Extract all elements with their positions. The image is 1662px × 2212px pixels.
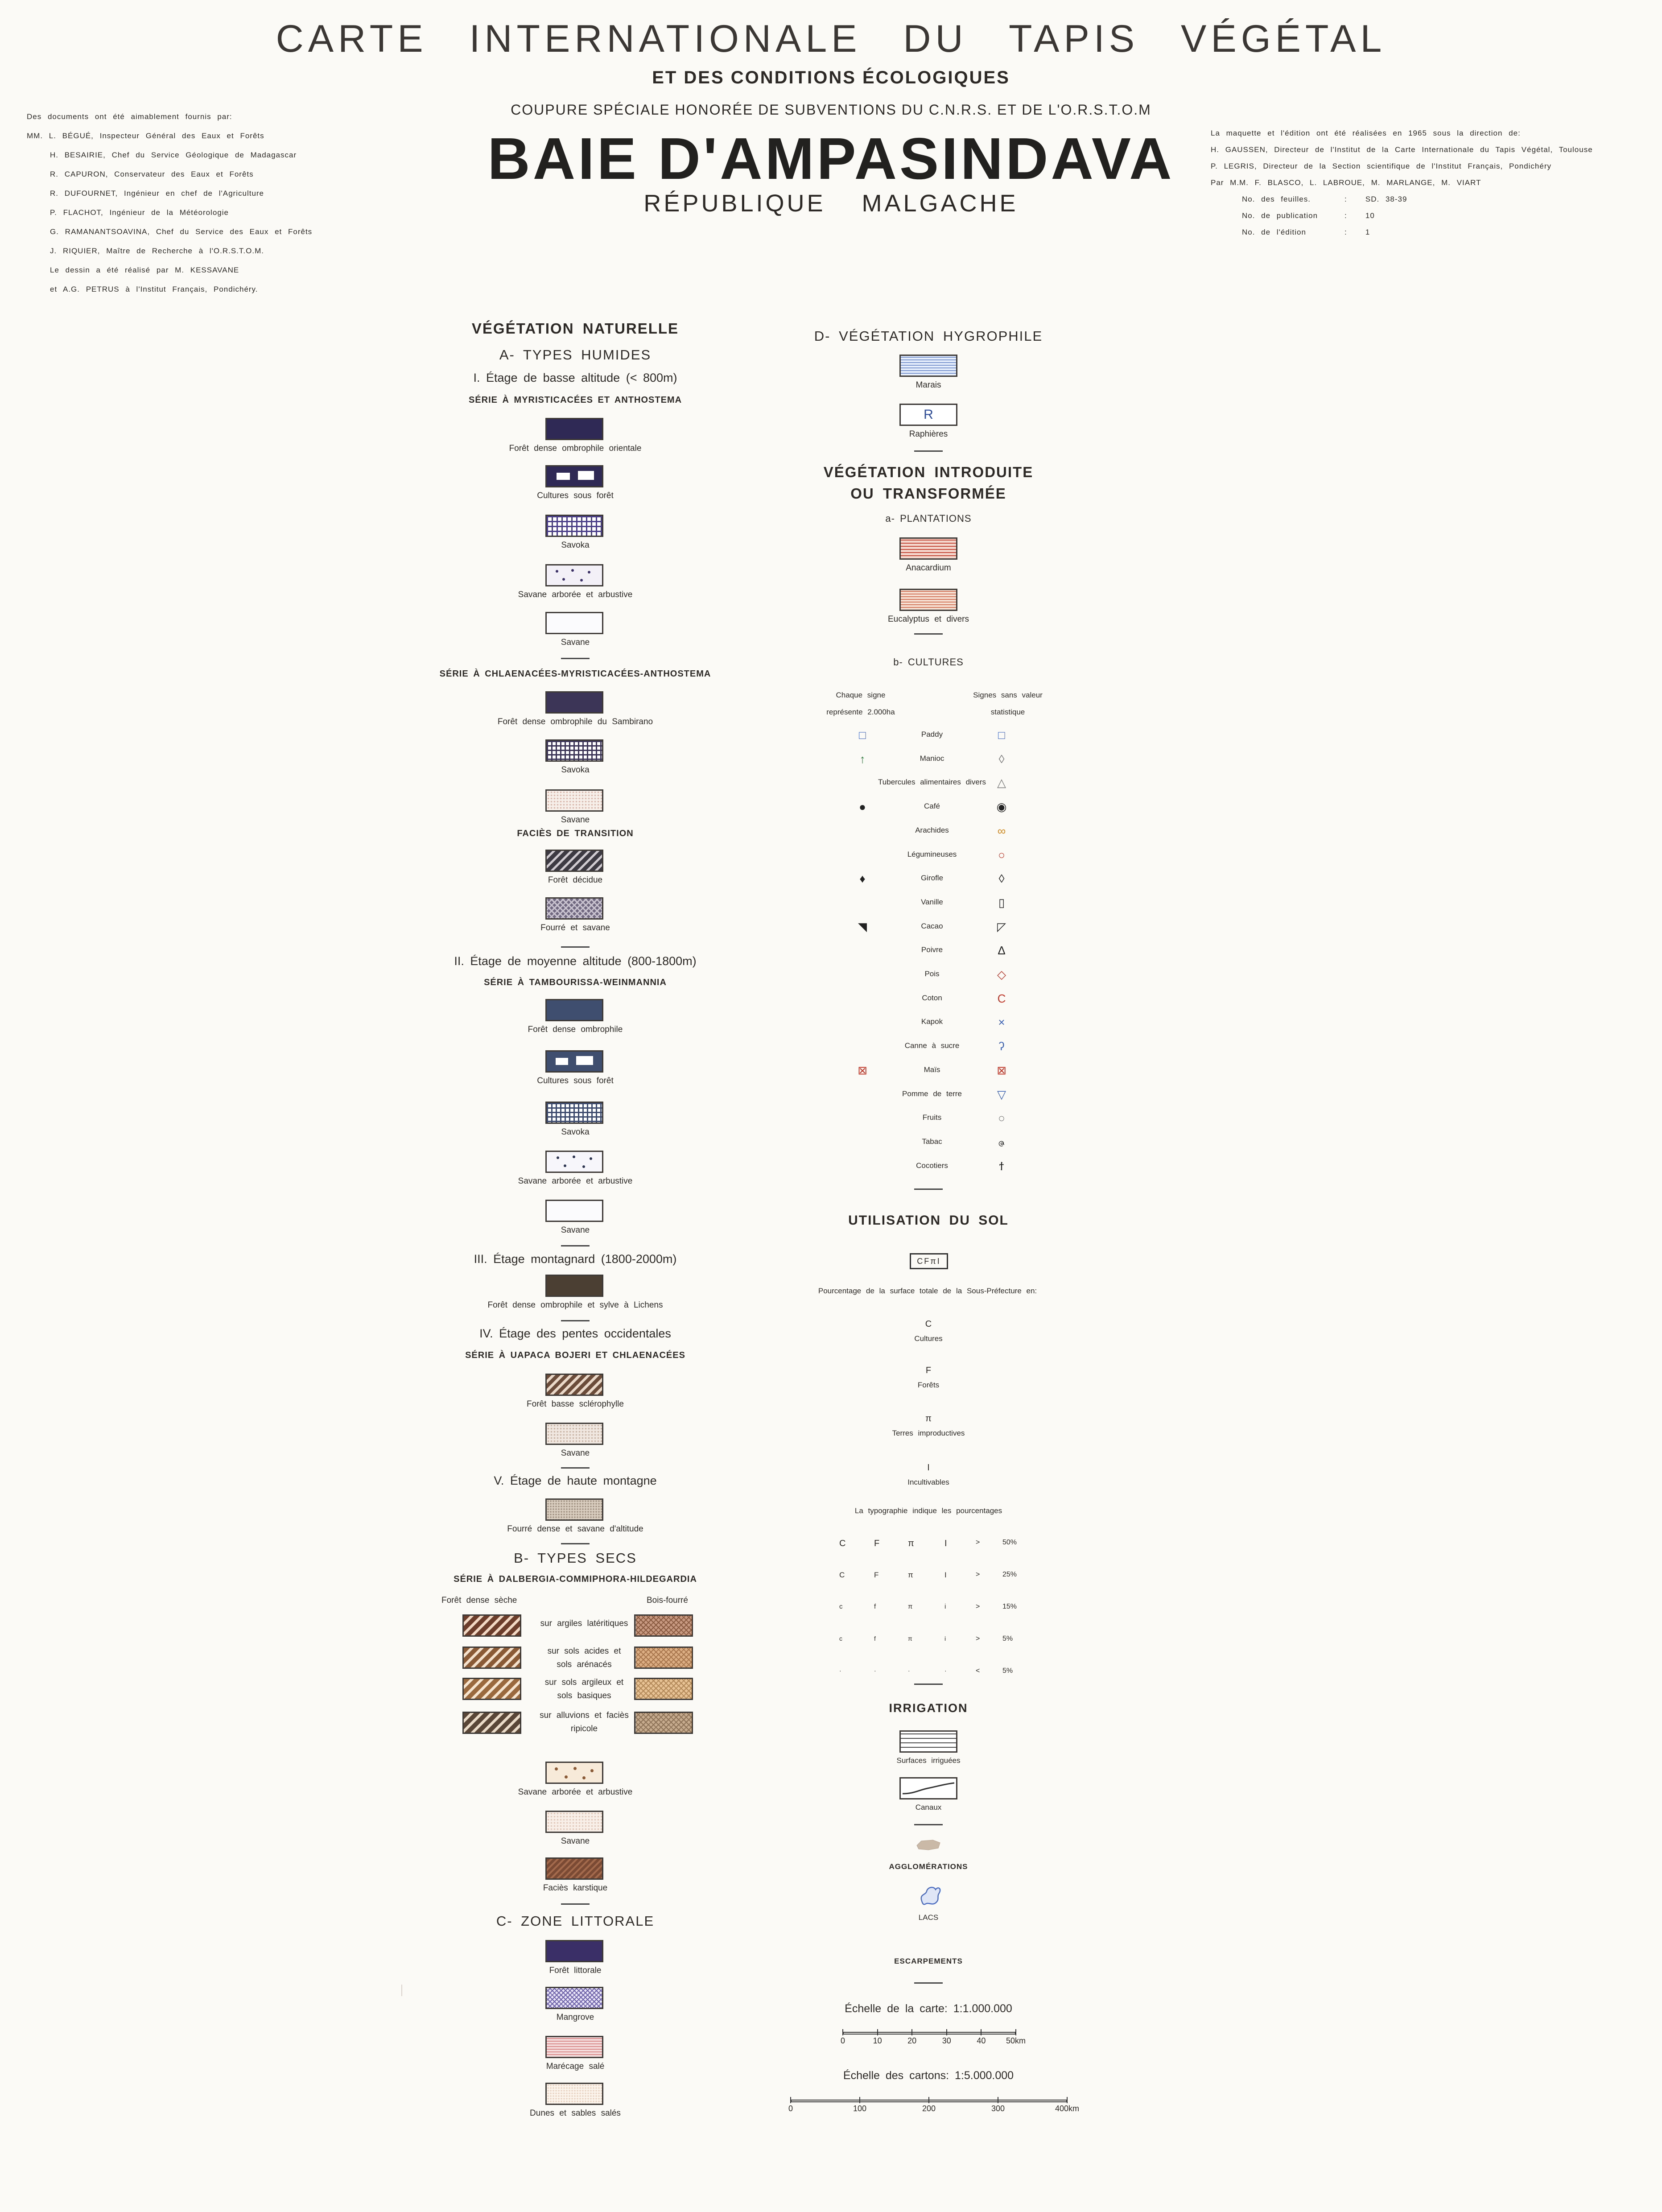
typography-description: La typographie indique les pourcentages	[854, 1506, 1002, 1515]
swatch	[545, 1423, 603, 1445]
scale-tick-label: 200	[922, 2104, 936, 2113]
swatch-label: Dunes et sables salés	[530, 2109, 621, 2118]
crop-name: Canne à sucre	[904, 1041, 960, 1050]
swatch-label: sur sols acides et sols arénacés	[547, 1647, 621, 1669]
swatch-label: sur sols argileux et sols basiques	[544, 1678, 624, 1700]
lake-icon	[918, 1884, 943, 1907]
crop-symbol-nonstatistical: ∞	[997, 824, 1006, 838]
crop-symbol-nonstatistical: ◉	[996, 800, 1007, 813]
credit-line: Le dessin a été réalisé par M. KESSAVANE	[50, 266, 239, 274]
divider	[561, 946, 590, 948]
altitude-level: V. Étage de haute montagne	[494, 1474, 657, 1487]
scale-tick-label: 40	[977, 2036, 986, 2045]
crop-symbol-statistical: ●	[859, 800, 866, 813]
crop-symbol-nonstatistical: Δ	[998, 944, 1006, 957]
land-use-label: Cultures	[914, 1334, 943, 1343]
typography-cell: C	[839, 1539, 846, 1548]
typography-cell: C	[839, 1571, 845, 1579]
swatch-label: Savane	[561, 1226, 590, 1235]
swatch	[462, 1678, 521, 1700]
crop-name: Légumineuses	[907, 850, 957, 858]
divider	[914, 1982, 943, 1984]
typography-cell: 5%	[1002, 1667, 1013, 1675]
scale-tick-label: 300	[991, 2104, 1005, 2113]
typography-cell: 25%	[1002, 1571, 1017, 1578]
crop-symbol-nonstatistical: ◸	[997, 920, 1006, 933]
typography-cell: 50%	[1002, 1539, 1017, 1546]
series-label: SÉRIE À MYRISTICACÉES ET ANTHOSTEMA	[468, 395, 682, 405]
swatch	[462, 1647, 521, 1669]
scale-tick	[1067, 2097, 1068, 2103]
crop-symbol-nonstatistical: ◊	[998, 872, 1005, 885]
divider	[561, 658, 590, 659]
swatch	[545, 1498, 603, 1521]
typography-cell: F	[874, 1539, 880, 1548]
crop-name: Pois	[924, 970, 940, 978]
typography-cell: π	[908, 1603, 913, 1610]
crop-symbol-nonstatistical: ◇	[997, 968, 1006, 981]
land-use-symbol: C	[925, 1319, 932, 1329]
credit-line: G. RAMANANTSOAVINA, Chef du Service des Eaux et Forêts	[50, 227, 313, 236]
crop-symbol-nonstatistical: △	[997, 776, 1006, 789]
swatch	[634, 1678, 693, 1700]
crop-name: Tubercules alimentaires divers	[878, 778, 986, 786]
crop-name: Maïs	[924, 1065, 940, 1074]
credit-line: R. CAPURON, Conservateur des Eaux et Forêts	[50, 170, 254, 178]
swatch-label: Surfaces irriguées	[896, 1756, 961, 1765]
scale-tick	[928, 2097, 929, 2103]
swatch	[545, 897, 603, 920]
series-label: FACIÈS DE TRANSITION	[517, 829, 634, 838]
credit-line: P. FLACHOT, Ingénieur de la Météorologie	[50, 208, 229, 217]
scale-tick-label: 50km	[1006, 2036, 1026, 2045]
typography-cell: π	[908, 1539, 914, 1548]
typography-cell: c	[839, 1603, 843, 1610]
crop-symbol-nonstatistical: ʔ	[998, 1040, 1005, 1053]
crop-name: Café	[924, 802, 940, 810]
swatch	[545, 2083, 603, 2105]
crop-name: Arachides	[915, 826, 949, 834]
divider	[561, 1543, 590, 1544]
crop-name: Cocotiers	[916, 1161, 948, 1170]
crop-symbol-statistical: ♦	[859, 872, 866, 885]
land-use-label: Incultivables	[907, 1478, 949, 1486]
scale-tick-label: 100	[853, 2104, 867, 2113]
section-title: D- VÉGÉTATION HYGROPHILE	[814, 328, 1043, 344]
swatch-label: Canaux	[915, 1803, 942, 1812]
scale-tick	[911, 2029, 912, 2035]
swatch	[899, 589, 957, 611]
swatch	[634, 1712, 693, 1734]
paper-mark	[401, 1985, 402, 1996]
section-subtitle: C- ZONE LITTORALE	[496, 1913, 655, 1929]
crop-symbol-nonstatistical: ▯	[998, 896, 1005, 909]
swatch-label: Savane	[561, 815, 590, 825]
lakes-label: LACS	[918, 1913, 939, 1922]
swatch	[545, 564, 603, 586]
crop-symbol-nonstatistical: ⊠	[997, 1064, 1006, 1077]
publication-info: No. des feuilles. : SD. 38-39 No. de publication : 10 No. de l'édition : 1	[1242, 195, 1407, 236]
scale-bar-line	[843, 2032, 1016, 2035]
swatch	[462, 1614, 521, 1637]
typography-cell: I	[944, 1539, 947, 1548]
land-use-symbol: π	[925, 1414, 932, 1424]
divider	[561, 1903, 590, 1905]
swatch	[899, 1777, 957, 1799]
swatch: R	[899, 404, 957, 426]
swatch-label: Savane arborée et arbustive	[518, 1176, 633, 1186]
series-label: SÉRIE À UAPACA BOJERI ET CHLAENACÉES	[465, 1350, 685, 1360]
scale-tick-label: 400km	[1055, 2104, 1080, 2113]
typography-cell: f	[874, 1603, 876, 1610]
swatch-label: Marais	[916, 380, 941, 390]
credit-line: P. LEGRIS, Directeur de la Section scientifique de l'Institut Français, Pondichéry	[1211, 162, 1552, 170]
credit-line: MM. L. BÉGUÉ, Inspecteur Général des Eaux et Forêts	[27, 132, 264, 140]
swatch-label: Fourré et savane	[540, 923, 610, 933]
map-scale-title: Échelle de la carte: 1:1.000.000	[845, 2002, 1012, 2015]
crop-name: Tabac	[922, 1137, 942, 1146]
typography-cell: >	[976, 1571, 980, 1578]
land-use-label: Terres improductives	[892, 1429, 965, 1437]
swatch	[545, 2036, 603, 2058]
crop-symbol-nonstatistical: ○	[998, 848, 1005, 862]
swatch	[545, 1050, 603, 1073]
series-label: SÉRIE À TAMBOURISSA-WEINMANNIA	[484, 978, 667, 987]
crop-col-header-right: Signes sans valeur statistique	[973, 691, 1043, 716]
swatch-label: Savane	[561, 1449, 590, 1458]
scale-tick	[859, 2097, 860, 2103]
land-use-symbol: I	[927, 1463, 930, 1473]
crop-symbol-nonstatistical: ▽	[997, 1088, 1006, 1101]
grant-note: COUPURE SPÉCIALE HONORÉE DE SUBVENTIONS DU C.N.R.S. ET DE L'O.R.S.T.O.M	[511, 102, 1151, 118]
country-name: RÉPUBLIQUE MALGACHE	[643, 190, 1019, 217]
swatch	[462, 1712, 521, 1734]
scale-tick	[946, 2029, 947, 2035]
scale-tick	[842, 2029, 843, 2035]
credit-line: J. RIQUIER, Maître de Recherche à l'O.R.S.T.O.M.	[50, 247, 264, 255]
swatch	[545, 1811, 603, 1833]
typography-cell: >	[976, 1635, 980, 1642]
credit-line: R. DUFOURNET, Ingénieur en chef de l'Agriculture	[50, 189, 264, 198]
scale-tick-label: 0	[840, 2036, 845, 2045]
crop-name: Paddy	[921, 730, 943, 739]
swatch-label: Marécage salé	[546, 2062, 605, 2071]
swatch-label: Savoka	[561, 1127, 590, 1137]
credit-line: et A.G. PETRUS à l'Institut Français, Pondichéry.	[50, 285, 258, 293]
crop-symbol-nonstatistical: C	[997, 992, 1006, 1005]
scale-tick	[1015, 2029, 1016, 2035]
crop-name: Kapok	[921, 1017, 943, 1026]
swatch-label: Forêt dense ombrophile orientale	[509, 444, 642, 453]
crop-name: Coton	[922, 994, 942, 1002]
credits-right	[1211, 125, 1639, 240]
swatch-label: sur alluvions et faciès ripicole	[540, 1711, 629, 1733]
swatch	[545, 1374, 603, 1396]
column-header: Bois-fourré	[647, 1596, 688, 1605]
credit-line: Par M.M. F. BLASCO, L. LABROUE, M. MARLANGE, M. VIART	[1211, 178, 1481, 187]
swatch-label: Forêt dense ombrophile et sylve à Lichens	[487, 1300, 663, 1310]
swatch-label: Cultures sous forêt	[537, 1076, 614, 1085]
section-title: UTILISATION DU SOL	[848, 1213, 1009, 1228]
swatch-label: Forêt dense ombrophile	[528, 1025, 623, 1034]
map-title: CARTE INTERNATIONALE DU TAPIS VÉGÉTAL	[276, 17, 1386, 60]
scale-tick-label: 0	[788, 2104, 793, 2113]
swatch	[545, 612, 603, 634]
section-title: OU TRANSFORMÉE	[850, 485, 1006, 502]
crop-symbol-nonstatistical: ○	[998, 1111, 1005, 1125]
divider	[914, 633, 943, 635]
scale-tick-label: 30	[942, 2036, 951, 2045]
swatch	[545, 1940, 603, 1962]
altitude-level: IV. Étage des pentes occidentales	[479, 1327, 671, 1340]
crop-name: Cacao	[921, 922, 943, 930]
swatch	[545, 999, 603, 1021]
crop-symbol-statistical: ⊠	[858, 1064, 867, 1077]
scale-tick	[981, 2029, 982, 2035]
typography-cell: f	[874, 1635, 876, 1642]
swatch	[545, 418, 603, 440]
swatch	[545, 850, 603, 872]
swatch-label: Savoka	[561, 541, 590, 550]
typography-cell: 5%	[1002, 1635, 1013, 1642]
typography-cell: <	[976, 1667, 980, 1675]
swatch-label: Faciès karstique	[543, 1883, 608, 1893]
series-label: SÉRIE À CHLAENACÉES-MYRISTICACÉES-ANTHOSTEMA	[439, 669, 711, 679]
swatch	[545, 515, 603, 537]
swatch	[545, 1857, 603, 1880]
typography-cell: π	[908, 1571, 913, 1579]
credit-line: H. GAUSSEN, Directeur de l'Institut de la Carte Internationale du Tapis Végétal, Toulouse	[1211, 145, 1593, 154]
divider	[914, 1684, 943, 1685]
swatch-label: Savoka	[561, 765, 590, 775]
typography-cell: >	[976, 1539, 980, 1546]
swatch-label: Mangrove	[556, 2013, 594, 2022]
scale-tick-label: 20	[907, 2036, 917, 2045]
credit-line: H. BESAIRIE, Chef du Service Géologique de Madagascar	[50, 151, 297, 159]
section-subtitle: A- TYPES HUMIDES	[499, 347, 652, 363]
swatch	[634, 1614, 693, 1637]
credits-left	[27, 107, 366, 299]
land-use-label: Forêts	[917, 1381, 940, 1389]
land-use-sample-box: CFπI	[910, 1253, 948, 1269]
typography-cell: ·	[944, 1667, 947, 1674]
swatch	[545, 1200, 603, 1222]
crop-name: Fruits	[922, 1113, 942, 1122]
swatch	[545, 1762, 603, 1784]
crop-symbol-nonstatistical: ϯ	[999, 1160, 1004, 1173]
swatch	[545, 1987, 603, 2009]
section-title: VÉGÉTATION NATURELLE	[471, 320, 679, 337]
escarpments-label: ESCARPEMENTS	[894, 1957, 963, 1965]
typography-cell: c	[839, 1635, 842, 1642]
crop-name: Girofle	[920, 874, 944, 882]
altitude-level: III. Étage montagnard (1800-2000m)	[474, 1252, 677, 1266]
swatch	[545, 691, 603, 714]
typography-cell: ·	[908, 1667, 910, 1674]
section-title: VÉGÉTATION INTRODUITE	[823, 464, 1034, 480]
divider	[914, 1189, 943, 1190]
swatch	[545, 1275, 603, 1297]
land-use-description: Pourcentage de la surface totale de la Sous-Préfecture en:	[818, 1287, 1037, 1295]
scale-tick-label: 10	[873, 2036, 882, 2045]
typography-cell: ·	[874, 1667, 876, 1674]
crop-symbol-nonstatistical: ×	[998, 1015, 1005, 1029]
swatch	[545, 1151, 603, 1173]
swatch	[899, 1730, 957, 1753]
divider	[561, 1320, 590, 1321]
crop-symbol-nonstatistical: □	[998, 728, 1005, 742]
typography-cell: 15%	[1002, 1603, 1017, 1610]
swatch-label: Forêt basse sclérophylle	[527, 1399, 624, 1409]
swatch-label: sur argiles latéritiques	[540, 1619, 628, 1628]
typography-cell: π	[908, 1635, 912, 1642]
section-title: IRRIGATION	[889, 1701, 968, 1715]
crop-name: Manioc	[920, 754, 944, 763]
swatch	[545, 739, 603, 762]
swatch	[545, 789, 603, 812]
agglomeration-icon	[915, 1838, 942, 1851]
swatch	[899, 355, 957, 377]
swatch-label: Eucalyptus et divers	[887, 615, 969, 624]
crop-symbol-statistical: ◥	[858, 920, 867, 933]
scale-tick	[877, 2029, 878, 2035]
crop-name: Vanille	[921, 898, 943, 906]
section-subtitle: B- TYPES SECS	[514, 1550, 637, 1566]
crop-name: Poivre	[921, 945, 943, 954]
swatch-label: Savane arborée et arbustive	[518, 590, 633, 599]
swatch	[545, 1102, 603, 1124]
swatch-label: Savane	[561, 1836, 590, 1846]
typography-cell: i	[944, 1603, 946, 1610]
series-label: SÉRIE À DALBERGIA-COMMIPHORA-HILDEGARDIA	[454, 1574, 697, 1584]
swatch-label: Savane arborée et arbustive	[518, 1787, 633, 1797]
typography-cell: I	[944, 1571, 947, 1579]
sheet-name: BAIE D'AMPASINDAVA	[487, 126, 1175, 191]
swatch	[899, 537, 957, 560]
typography-cell: ·	[839, 1667, 841, 1674]
crop-symbol-statistical: □	[859, 728, 866, 742]
swatch-label: Anacardium	[906, 563, 951, 573]
swatch-label: Fourré dense et savane d'altitude	[507, 1524, 643, 1534]
divider	[914, 450, 943, 452]
crop-symbol-statistical: ↑	[859, 752, 866, 766]
swatch-label: Savane	[561, 638, 590, 647]
swatch	[634, 1647, 693, 1669]
divider	[561, 1245, 590, 1246]
altitude-level: II. Étage de moyenne altitude (800-1800m)	[454, 954, 697, 968]
scale-tick	[790, 2097, 791, 2103]
swatch-label: Cultures sous forêt	[537, 491, 614, 500]
land-use-symbol: F	[925, 1366, 932, 1375]
swatch-label: Raphières	[909, 429, 948, 439]
typography-cell: F	[874, 1571, 879, 1579]
crop-name: Pomme de terre	[902, 1089, 962, 1098]
divider	[561, 1467, 590, 1469]
map-subtitle: ET DES CONDITIONS ÉCOLOGIQUES	[652, 68, 1010, 87]
column-header: Forêt dense sèche	[441, 1596, 517, 1605]
series-label: a- PLANTATIONS	[885, 513, 972, 524]
swatch	[545, 465, 603, 487]
swatch-label: Forêt littorale	[549, 1966, 602, 1975]
credit-line: Des documents ont été aimablement fournis par:	[27, 112, 232, 121]
canal-line-icon	[901, 1779, 956, 1798]
agglomerations-label: AGGLOMÉRATIONS	[889, 1862, 968, 1871]
swatch-label: Forêt décidue	[548, 875, 603, 885]
crop-symbol-nonstatistical: ◊	[998, 752, 1005, 766]
crop-col-header-left: Chaque signe représente 2.000ha	[826, 691, 895, 716]
inset-scale-title: Échelle des cartons: 1:5.000.000	[843, 2069, 1014, 2082]
typography-cell: i	[944, 1635, 946, 1642]
credit-line: La maquette et l'édition ont été réalisées en 1965 sous la direction de:	[1211, 129, 1521, 137]
altitude-level: I. Étage de basse altitude (< 800m)	[473, 371, 677, 384]
swatch-label: Forêt dense ombrophile du Sambirano	[497, 717, 653, 726]
series-label: b- CULTURES	[893, 656, 964, 668]
divider	[914, 1824, 943, 1825]
typography-cell: >	[976, 1603, 980, 1610]
crop-symbol-nonstatistical: ဇ	[998, 1135, 1005, 1149]
